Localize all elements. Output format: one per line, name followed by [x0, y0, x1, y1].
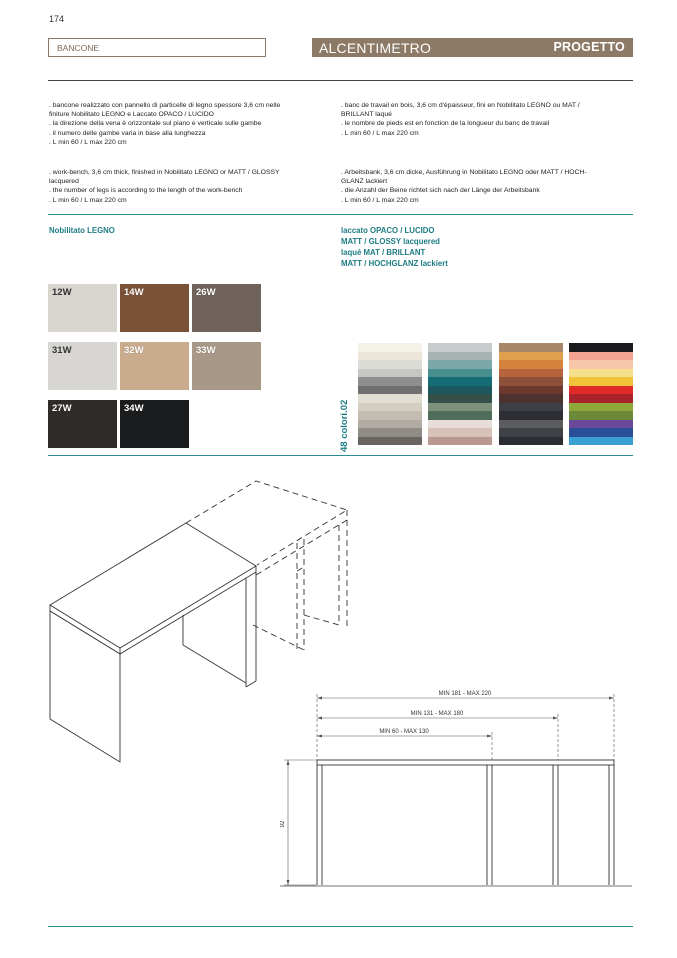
lacquer-color-chip — [499, 343, 563, 352]
desc-line: finiture Nobilitato LEGNO e Laccato OPACO / LUCIDO — [49, 111, 214, 119]
desc-line: lacquered — [49, 178, 79, 186]
lacquer-color-chip — [428, 411, 492, 420]
lacquer-color-chip — [499, 411, 563, 420]
swatch-code: 26W — [196, 287, 216, 298]
desc-line: . work-bench, 3,6 cm thick, finished in Nobilitato LEGNO or MATT / GLOSSY — [49, 169, 280, 176]
lacquer-color-chip — [358, 420, 422, 429]
lacquer-color-chip — [569, 428, 633, 437]
bench-front — [317, 760, 614, 885]
lacquer-color-chip — [499, 386, 563, 395]
lacquer-color-chip — [499, 437, 563, 446]
bench-top — [50, 523, 256, 648]
lacquer-color-chip — [428, 420, 492, 429]
description-english — [49, 168, 280, 205]
swatch-code: 12W — [52, 287, 72, 298]
lacquer-color-chip — [428, 428, 492, 437]
lacquer-color-chip — [358, 352, 422, 361]
lacquer-column — [499, 343, 563, 445]
lacquer-color-chip — [569, 360, 633, 369]
finishes-divider — [48, 214, 633, 215]
desc-line: . bancone realizzato con pannello di particelle di legno spessore 3,6 cm nelle — [49, 102, 281, 109]
lacquer-color-chip — [428, 386, 492, 395]
desc-line: . die Anzahl der Beine richtet sich nach der Länge der Arbeitsbank — [341, 187, 540, 195]
lacquer-color-chip — [499, 369, 563, 378]
lacquer-color-chip — [569, 343, 633, 352]
lacquer-color-chip — [569, 386, 633, 395]
swatch-code: 31W — [52, 345, 72, 356]
description-french — [341, 101, 580, 138]
lacquer-title-line: laqué MAT / BRILLANT — [341, 248, 426, 257]
wood-swatch — [120, 342, 189, 390]
lacquer-color-chip — [569, 403, 633, 412]
lacquer-color-chip — [499, 360, 563, 369]
desc-line: BRILLANT laqué — [341, 111, 392, 119]
swatch-code: 34W — [124, 403, 144, 414]
desc-line: . il numero delle gambe varia in base alla lunghezza — [49, 129, 206, 137]
lacquer-color-chip — [569, 369, 633, 378]
lacquer-color-chip — [358, 394, 422, 403]
dimension-label: MIN 60 - MAX 130 — [379, 729, 429, 735]
desc-line: . the number of legs is according to the length of the work-bench — [49, 187, 243, 195]
lacquer-color-chip — [358, 377, 422, 386]
lacquer-color-chip — [569, 420, 633, 429]
lacquer-color-chip — [358, 411, 422, 420]
wood-swatch — [48, 400, 117, 448]
desc-line: . L min 60 / L max 220 cm — [341, 129, 419, 137]
dimension-label: MIN 131 - MAX 180 — [410, 711, 464, 717]
lacquer-color-chip — [499, 403, 563, 412]
lacquer-color-chip — [428, 369, 492, 378]
lacquer-color-chip — [358, 343, 422, 352]
lacquer-finish-title — [341, 225, 448, 269]
lacquer-color-chip — [569, 411, 633, 420]
desc-line: . L min 60 / L max 220 cm — [49, 196, 127, 204]
lacquer-color-chip — [569, 377, 633, 386]
lacquer-color-chip — [428, 437, 492, 446]
swatch-code: 27W — [52, 403, 72, 414]
lacquer-color-chip — [499, 377, 563, 386]
brand-tag: PROGETTO — [553, 40, 625, 54]
lacquer-color-chip — [499, 352, 563, 361]
desc-line: . banc de travail en bois, 3,6 cm d'épaisseur, fini en Nobilitato LEGNO ou MAT / — [341, 102, 580, 109]
lacquer-color-chip — [358, 386, 422, 395]
colors-count-label: 48 colori.02 — [339, 399, 350, 452]
lacquer-title-line: MATT / HOCHGLANZ lackiert — [341, 259, 448, 268]
lacquer-color-chip — [428, 352, 492, 361]
top-divider — [48, 80, 633, 81]
lacquer-color-chip — [569, 437, 633, 446]
lacquer-color-chip — [428, 394, 492, 403]
lacquer-column — [358, 343, 422, 445]
swatch-code: 33W — [196, 345, 216, 356]
brand-bar — [312, 38, 633, 57]
description-german — [341, 168, 587, 205]
lacquer-color-chip — [499, 420, 563, 429]
brand-name: ALCENTIMETRO — [319, 40, 432, 56]
lacquer-color-chip — [358, 403, 422, 412]
swatch-code: 32W — [124, 345, 144, 356]
lacquer-color-chip — [358, 360, 422, 369]
swatch-code: 14W — [124, 287, 144, 298]
description-italian — [49, 101, 280, 147]
desc-line: . Arbeitsbank, 3,6 cm dicke, Ausführung in Nobilitato LEGNO oder MATT / HOCH- — [341, 169, 587, 176]
lacquer-color-chip — [358, 369, 422, 378]
lacquer-color-chip — [428, 403, 492, 412]
lacquer-color-chip — [428, 377, 492, 386]
lacquer-color-chip — [428, 343, 492, 352]
desc-line: . L min 60 / L max 220 cm — [49, 138, 127, 146]
wood-swatch — [120, 400, 189, 448]
height-label: 92 — [280, 820, 286, 828]
desc-line: . le nombre de pieds est en fonction de la longueur du banc de travail — [341, 120, 550, 128]
front-elevation-drawing — [280, 682, 640, 892]
wood-swatch — [120, 284, 189, 332]
lacquer-color-chip — [358, 437, 422, 446]
lacquer-color-chip — [499, 394, 563, 403]
wood-swatch — [192, 284, 261, 332]
wood-swatch — [48, 284, 117, 332]
lacquer-color-chip — [358, 428, 422, 437]
lacquer-column — [428, 343, 492, 445]
dimension-label: MIN 181 - MAX 220 — [438, 691, 492, 697]
lacquer-color-chip — [428, 360, 492, 369]
wood-swatch — [192, 342, 261, 390]
desc-line: . la direzione della vena è orizzontale sul piano e verticale sulle gambe — [49, 120, 262, 128]
drawing-divider — [48, 455, 633, 456]
desc-line: GLANZ lackiert — [341, 178, 388, 186]
desc-line: . L min 60 / L max 220 cm — [341, 196, 419, 204]
lacquer-title-line: laccato OPACO / LUCIDO — [341, 226, 435, 235]
lacquer-title-line: MATT / GLOSSY lacquered — [341, 237, 440, 246]
lacquer-color-chip — [499, 428, 563, 437]
lacquer-column — [569, 343, 633, 445]
section-label: BANCONE — [48, 38, 266, 57]
page-number: 174 — [49, 14, 65, 24]
bottom-divider — [48, 926, 633, 927]
lacquer-color-chip — [569, 352, 633, 361]
wood-finish-title: Nobilitato LEGNO — [49, 226, 115, 235]
lacquer-color-chip — [569, 394, 633, 403]
wood-swatch — [48, 342, 117, 390]
